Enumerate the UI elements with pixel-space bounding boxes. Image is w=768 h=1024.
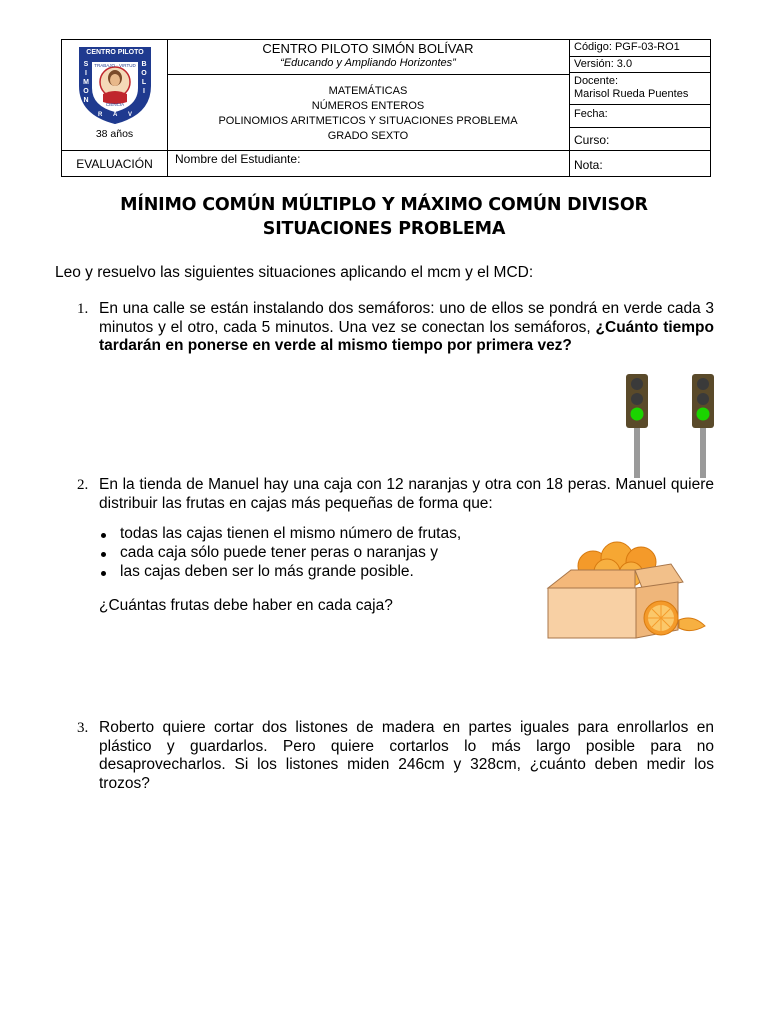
logo-right-letters: B O L I bbox=[141, 61, 147, 95]
subject-line: GRADO SEXTO bbox=[327, 130, 409, 142]
subject-block bbox=[167, 84, 569, 144]
course-label: Curso: bbox=[574, 133, 610, 147]
bullet-item: cada caja sólo puede tener peras o naranjas y bbox=[120, 544, 438, 561]
evaluation-label: EVALUACIÓN bbox=[76, 157, 153, 171]
document-code: Código: PGF-03-RO1 bbox=[574, 41, 680, 53]
logo-left-letters: S I M O N bbox=[83, 61, 89, 104]
bullet-dot bbox=[101, 552, 106, 557]
problem-1-question: ¿Cuánto tiempo tardarán en ponerse en verde al mismo tiempo por primera vez? bbox=[99, 318, 714, 354]
date-label: Fecha: bbox=[574, 108, 608, 120]
page-title-line1: MÍNIMO COMÚN MÚLTIPLO Y MÁXIMO COMÚN DIVISOR bbox=[120, 195, 648, 215]
school-years: 38 años bbox=[95, 128, 134, 140]
bullet-dot bbox=[101, 533, 106, 538]
logo-arc-text: CENTRO PILOTO bbox=[86, 49, 144, 56]
document-version: Versión: 3.0 bbox=[574, 58, 633, 70]
school-logo bbox=[76, 44, 154, 124]
orange-box-illustration bbox=[543, 540, 708, 640]
subject-line: POLINOMIOS ARITMETICOS Y SITUACIONES PROBLEMA bbox=[218, 115, 518, 127]
subject-line: MATEMÁTICAS bbox=[328, 85, 408, 97]
problem-number: 1. bbox=[77, 301, 89, 317]
traffic-lights-illustration bbox=[620, 370, 720, 478]
problem-2-text: En la tienda de Manuel hay una caja con 12 naranjas y otra con 18 peras. Manuel quiere distribuir las frutas en cajas más pequeñas de forma que: bbox=[99, 476, 714, 512]
problem-1-plain: En una calle se están instalando dos semáforos: uno de ellos se pondrá en verde cada 3 minutos y el otro, cada 5 minutos. Una vez se conectan los semáforos, bbox=[99, 300, 714, 336]
teacher-name: Marisol Rueda Puentes bbox=[574, 88, 689, 100]
problem-2-question: ¿Cuántas frutas debe haber en cada caja? bbox=[99, 597, 393, 614]
logo-bottom-letters: R A V bbox=[98, 112, 132, 118]
header-table bbox=[61, 39, 711, 177]
traffic-light-icon bbox=[692, 374, 714, 478]
grade-label: Nota: bbox=[574, 158, 603, 172]
teacher-label: Docente: bbox=[574, 75, 619, 87]
problem-number: 2. bbox=[77, 477, 89, 493]
school-name: CENTRO PILOTO SIMÓN BOLÍVAR bbox=[262, 41, 474, 56]
bullet-item: todas las cajas tienen el mismo número de frutas, bbox=[120, 525, 462, 542]
student-name-label: Nombre del Estudiante: bbox=[175, 152, 301, 166]
bullet-dot bbox=[101, 571, 106, 576]
bullet-item: las cajas deben ser lo más grande posible. bbox=[120, 563, 414, 580]
problem-1-text bbox=[99, 300, 714, 356]
logo-inner-top: TRABAJO · VIRTUD bbox=[94, 63, 136, 68]
traffic-light-icon bbox=[626, 374, 648, 478]
school-motto: “Educando y Ampliando Horizontes” bbox=[280, 57, 456, 69]
problem-3-text: Roberto quiere cortar dos listones de madera en partes iguales para enrollarlos en plástico y guardarlos. Pero quiere cortarlos lo más largo posible para no desaprovecharlos. Si los listones miden 246cm y 328cm, ¿cuánto deben medir los trozos? bbox=[99, 719, 714, 792]
logo-inner-bottom: CIENCIA bbox=[105, 102, 125, 107]
intro-text: Leo y resuelvo las siguientes situaciones aplicando el mcm y el MCD: bbox=[55, 264, 534, 281]
page-title-line2: SITUACIONES PROBLEMA bbox=[262, 219, 506, 239]
subject-line: NÚMEROS ENTEROS bbox=[311, 100, 425, 112]
problem-number: 3. bbox=[77, 720, 89, 736]
